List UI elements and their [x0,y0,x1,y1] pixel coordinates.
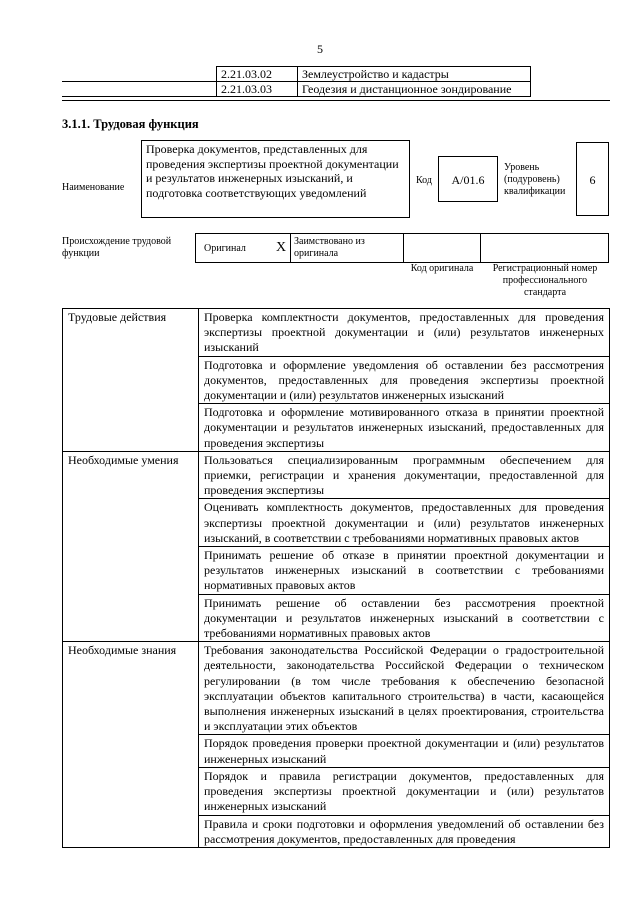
list-item: Требования законодательства Российской Федерации о градостроительной деятельности, законодательства Российской Федерации о техническом регулировании (в том числе требования к обеспечению безопасной эксплуатации объектов капитального строительства) в части, касающейся выполнения инженерных изысканий в целях проектирования, строительства и эксплуатации этих объектов [199,642,610,735]
section-title: 3.1.1. Трудовая функция [62,117,199,131]
level-label: Уровень (подуровень) квалификации [504,162,566,197]
reg-caption: Регистрационный номер профессионального стандарта [492,263,598,298]
table-row [63,451,610,499]
specialty-codes-table [62,66,531,97]
list-item: Подготовка и оформление мотивированного отказа в принятии проектной документации и результатов инженерных изысканий, предоставленных для проведения экспертизы [199,404,610,452]
list-item: Принимать решение об оставлении без рассмотрения проектной документации и результатов инженерных изысканий в соответствии с требованиями нормативных правовых актов [199,594,610,642]
name-label: Наименование [62,182,125,193]
table-row [62,67,531,82]
borrowed-label: Заимствовано из оригинала [294,236,365,259]
original-mark: X [276,240,287,255]
list-item: Принимать решение об отказе в принятии проектной документации и результатов инженерных изысканий в соответствии с требованиями нормативных правовых актов [199,547,610,595]
table-row [63,642,610,735]
page-number: 5 [317,42,323,56]
code-caption: Код оригинала [410,263,474,274]
list-item: Порядок и правила регистрации документов, предоставленных для проведения экспертизы проектной документации и (или) результатов инженерных изысканий [199,767,610,815]
specialty-code: 2.21.03.03 [217,82,298,97]
list-item: Проверка комплектности документов, предоставленных для проведения экспертизы проектной документации и (или) результатов инженерных изысканий [199,309,610,357]
list-item: Правила и сроки подготовки и оформления уведомлений об оставлении без рассмотрения документов, предоставленных для проведения [199,815,610,847]
table-row [63,309,610,357]
category-knowledge: Необходимые знания [63,642,199,848]
divider [62,100,610,101]
table-row [62,82,531,97]
list-item: Порядок проведения проверки проектной документации и (или) результатов инженерных изысканий [199,735,610,767]
function-name: Проверка документов, представленных для проведения экспертизы проектной документации и результатов инженерных изысканий, и подготовка соответствующих уведомлений [141,140,410,218]
origin-label: Происхождение трудовой функции [62,236,172,259]
list-item: Оценивать комплектность документов, предоставленных для проведения экспертизы проектной документации и (или) результатов инженерных изысканий, в соответствии с требованиями нормативных правовых актов [199,499,610,547]
category-labor-actions: Трудовые действия [63,309,199,452]
category-skills: Необходимые умения [63,451,199,641]
list-item: Подготовка и оформление уведомления об оставлении без рассмотрения документов, предоставленных для проведения экспертизы проектной документации и (или) результатов инженерных изысканий [199,356,610,404]
code-label: Код [416,175,432,186]
specialty-name: Землеустройство и кадастры [298,67,531,82]
origin-box [195,233,609,263]
function-code: А/01.6 [438,156,498,202]
original-label: Оригинал [204,243,246,254]
specialty-code: 2.21.03.02 [217,67,298,82]
level-value: 6 [576,142,609,216]
specialty-name: Геодезия и дистанционное зондирование [298,82,531,97]
list-item: Пользоваться специализированным программным обеспечением для приемки, регистрации и хранения документации, предоставленной для проведения экспертизы [199,451,610,499]
function-details-table [62,308,610,848]
